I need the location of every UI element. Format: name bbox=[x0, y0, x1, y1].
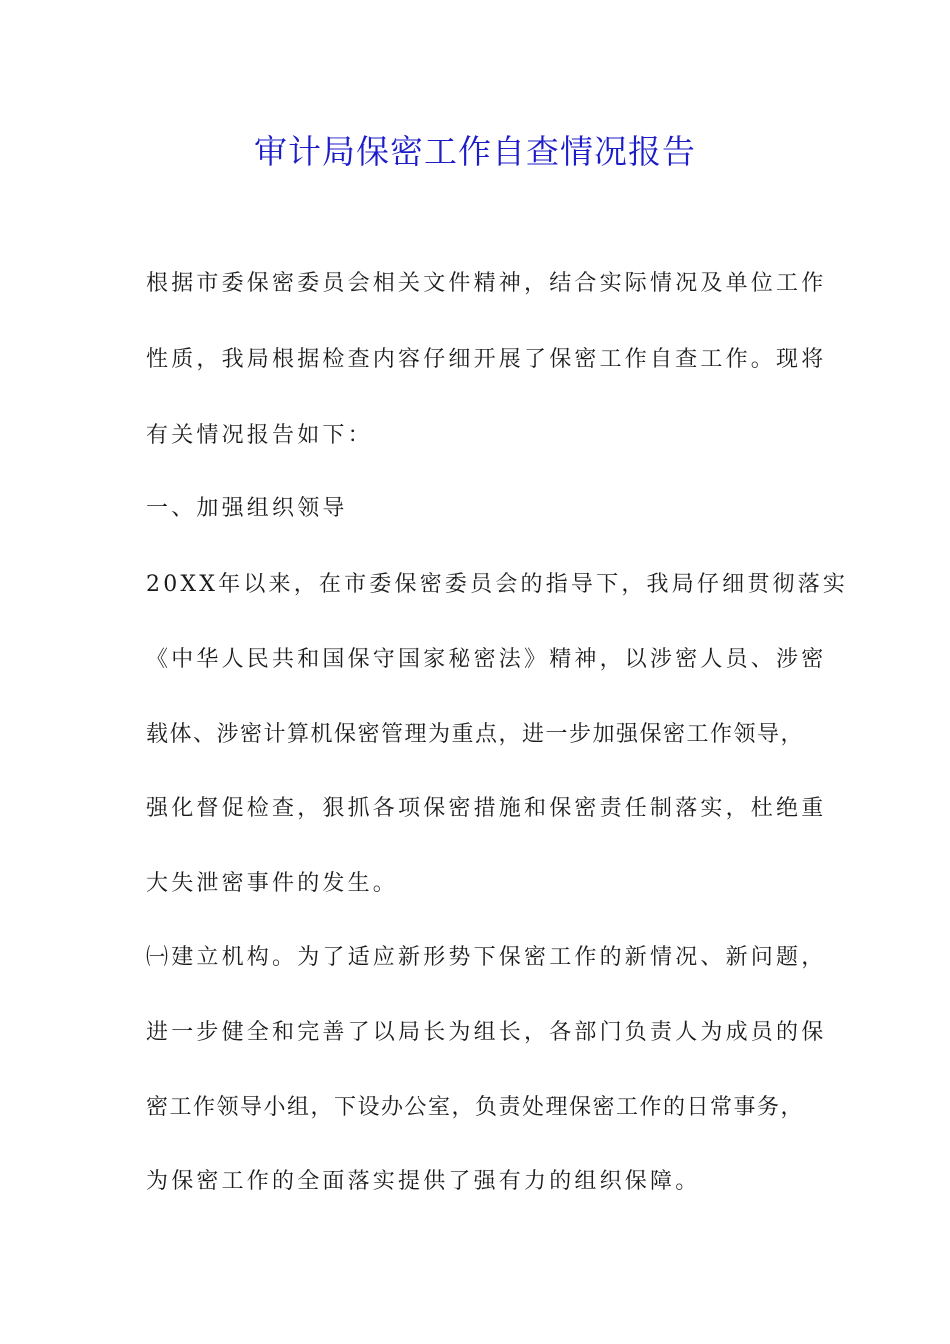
paragraph-line: 为保密工作的全面落实提供了强有力的组织保障。 bbox=[146, 1169, 701, 1194]
paragraph-line: 载体、涉密计算机保密管理为重点，进一步加强保密工作领导， bbox=[146, 722, 805, 747]
paragraph-line: 性质，我局根据检查内容仔细开展了保密工作自查工作。现将 bbox=[146, 347, 827, 372]
paragraph-line: 《中华人民共和国保守国家秘密法》精神，以涉密人员、涉密 bbox=[146, 647, 827, 672]
paragraph-line: 有关情况报告如下： bbox=[146, 423, 373, 448]
paragraph-line: ㈠建立机构。为了适应新形势下保密工作的新情况、新问题， bbox=[146, 945, 827, 970]
paragraph-line: 20XX年以来，在市委保密委员会的指导下，我局仔细贯彻落实 bbox=[146, 572, 849, 597]
paragraph-line: 进一步健全和完善了以局长为组长，各部门负责人为成员的保 bbox=[146, 1020, 827, 1045]
section-heading: 一、加强组织领导 bbox=[146, 496, 348, 521]
paragraph-line: 强化督促检查，狠抓各项保密措施和保密责任制落实，杜绝重 bbox=[146, 796, 827, 821]
paragraph-line: 密工作领导小组，下设办公室，负责处理保密工作的日常事务， bbox=[146, 1095, 805, 1120]
document-title: 审计局保密工作自查情况报告 bbox=[254, 132, 696, 171]
paragraph-line: 根据市委保密委员会相关文件精神，结合实际情况及单位工作 bbox=[146, 271, 827, 296]
paragraph-line: 大失泄密事件的发生。 bbox=[146, 871, 399, 896]
